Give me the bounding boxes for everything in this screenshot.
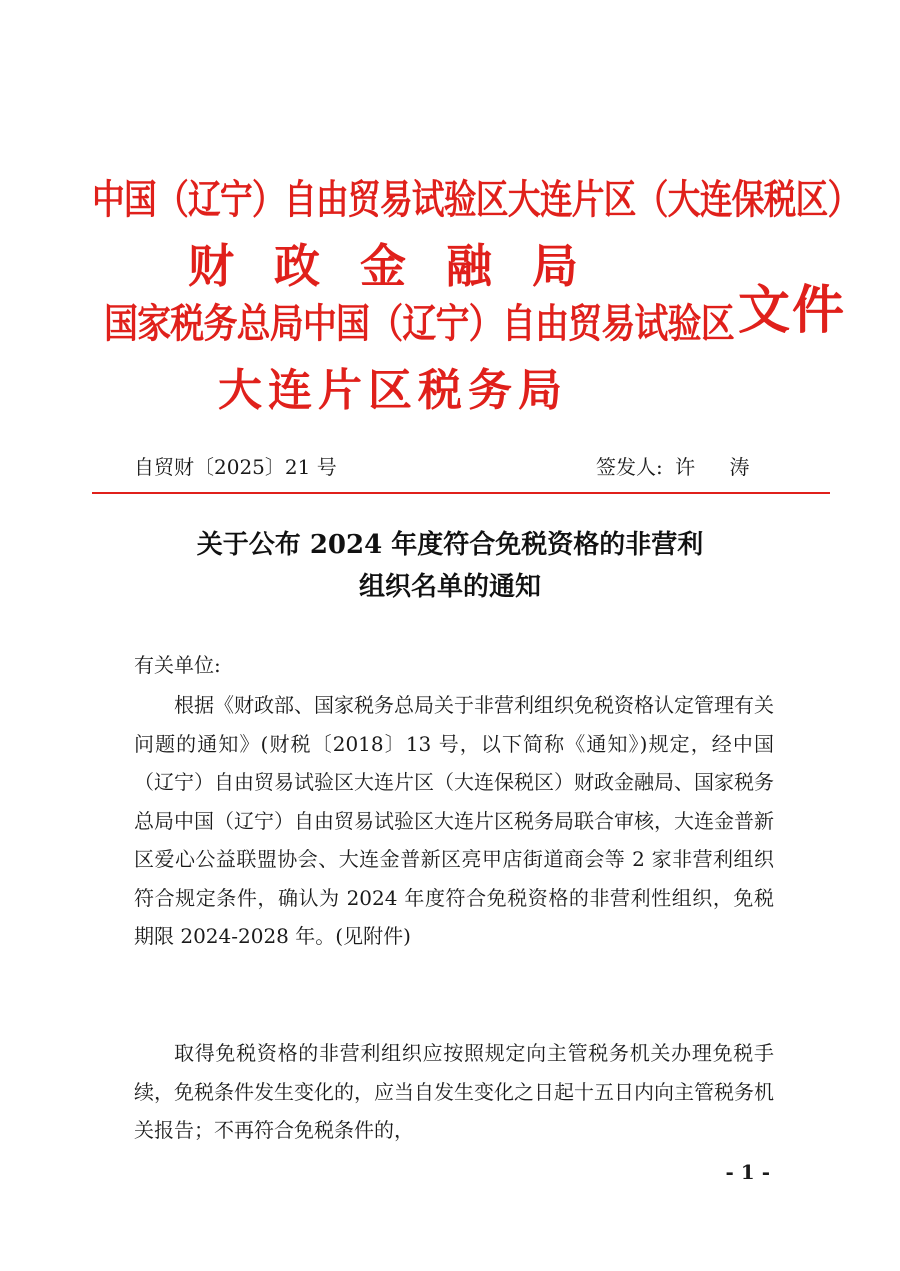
signer-label: 签发人: [596,455,663,479]
signer-name: 许 涛 [675,455,764,479]
issuer-line-2: 财政金融局 [188,239,618,293]
title-line-1: 关于公布 2024 年度符合免税资格的非营利 [196,530,704,560]
issuer-line-4: 大连片区税务局 [218,365,568,416]
issuer-line-1: 中国（辽宁）自由贸易试验区大连片区（大连保税区） [92,177,860,223]
red-divider-line [92,492,830,494]
document-header [0,0,900,420]
document-type-label: 文件 [738,281,847,341]
page-number: - 1 - [725,1160,770,1184]
issuer-line-3: 国家税务总局中国（辽宁）自由贸易试验区 [104,301,734,347]
document-title [90,524,810,608]
body-paragraph-1: 根据《财政部、国家税务总局关于非营利组织免税资格认定管理有关问题的通知》(财税〔2018〕13 号，以下简称《通知》)规定，经中国（辽宁）自由贸易试验区大连片区（大连保税区）财政金融局、国家税务总局中国（辽宁）自由贸易试验区大连片区税务局联合审核，大连金普新区爱心公益联盟协会、大连金普新区亮甲店街道商会等 2 家非营利组织符合规定条件，确认为 2024 年度符合免税资格的非营利性组织，免税期限 2024-2028 年。(见附件) [134,693,774,948]
title-line-2: 组织名单的通知 [358,572,541,602]
salutation: 有关单位: [134,653,221,677]
document-number: 自贸财〔2025〕21 号 [134,455,337,479]
signer [596,451,763,480]
body-paragraph-2: 取得免税资格的非营利组织应按照规定向主管税务机关办理免税手续，免税条件发生变化的，应当自发生变化之日起十五日内向主管税务机关报告；不再符合免税条件的， [134,1041,774,1142]
